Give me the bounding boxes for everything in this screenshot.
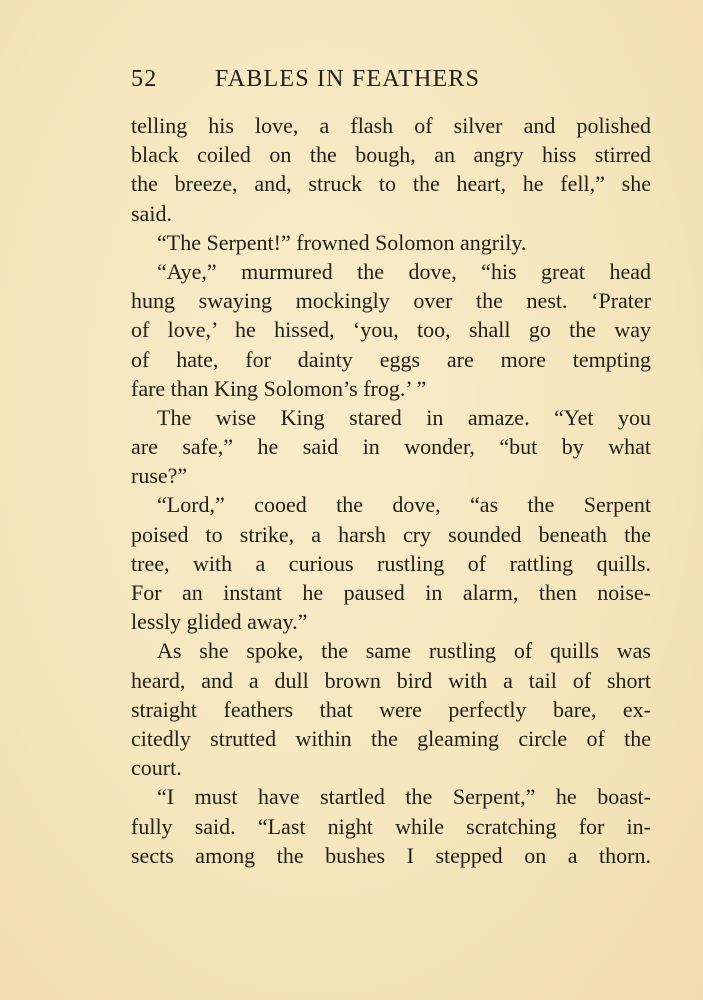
- text-line: lessly glided away.”: [131, 609, 308, 635]
- page-header: [131, 66, 561, 98]
- text-line: of love,’ he hissed, ‘you, too, shall go the way: [131, 317, 651, 343]
- text-line: heard, and a dull brown bird with a tail of short: [131, 667, 651, 693]
- text-line: of hate, for dainty eggs are more tempting: [131, 346, 651, 372]
- text-line: “Aye,” murmured the dove, “his great head: [157, 258, 651, 284]
- text-line: ruse?”: [131, 463, 188, 489]
- text-line: “Lord,” cooed the dove, “as the Serpent: [157, 492, 651, 518]
- text-line: black coiled on the bough, an angry hiss stirred: [131, 142, 651, 168]
- text-line: the breeze, and, struck to the heart, he fell,” she: [131, 171, 651, 197]
- page-number: 52: [131, 66, 158, 92]
- text-line: sects among the bushes I stepped on a thorn.: [131, 842, 651, 868]
- text-line: said.: [131, 200, 172, 226]
- text-line: straight feathers that were perfectly bare, ex-: [131, 696, 651, 722]
- text-line: fully said. “Last night while scratching for in-: [131, 813, 651, 839]
- text-line: poised to strike, a harsh cry sounded beneath the: [131, 521, 651, 547]
- text-line: telling his love, a flash of silver and polished: [131, 113, 651, 138]
- body-text: [131, 111, 651, 870]
- text-line: The wise King stared in amaze. “Yet you: [157, 404, 651, 430]
- text-line: tree, with a curious rustling of rattling quills.: [131, 550, 651, 576]
- running-title: FABLES IN FEATHERS: [215, 66, 481, 92]
- text-line: For an instant he paused in alarm, then noise-: [131, 580, 651, 605]
- text-line: “I must have startled the Serpent,” he boast-: [157, 784, 651, 810]
- text-line: As she spoke, the same rustling of quills was: [157, 638, 651, 664]
- text-line: are safe,” he said in wonder, “but by what: [131, 434, 651, 460]
- text-line: “The Serpent!” frowned Solomon angrily.: [157, 229, 527, 255]
- text-line: court.: [131, 755, 182, 781]
- text-line: fare than King Solomon’s frog.’ ”: [131, 375, 427, 401]
- text-line: hung swaying mockingly over the nest. ‘Prater: [131, 288, 651, 314]
- text-line: citedly strutted within the gleaming circle of the: [131, 725, 651, 751]
